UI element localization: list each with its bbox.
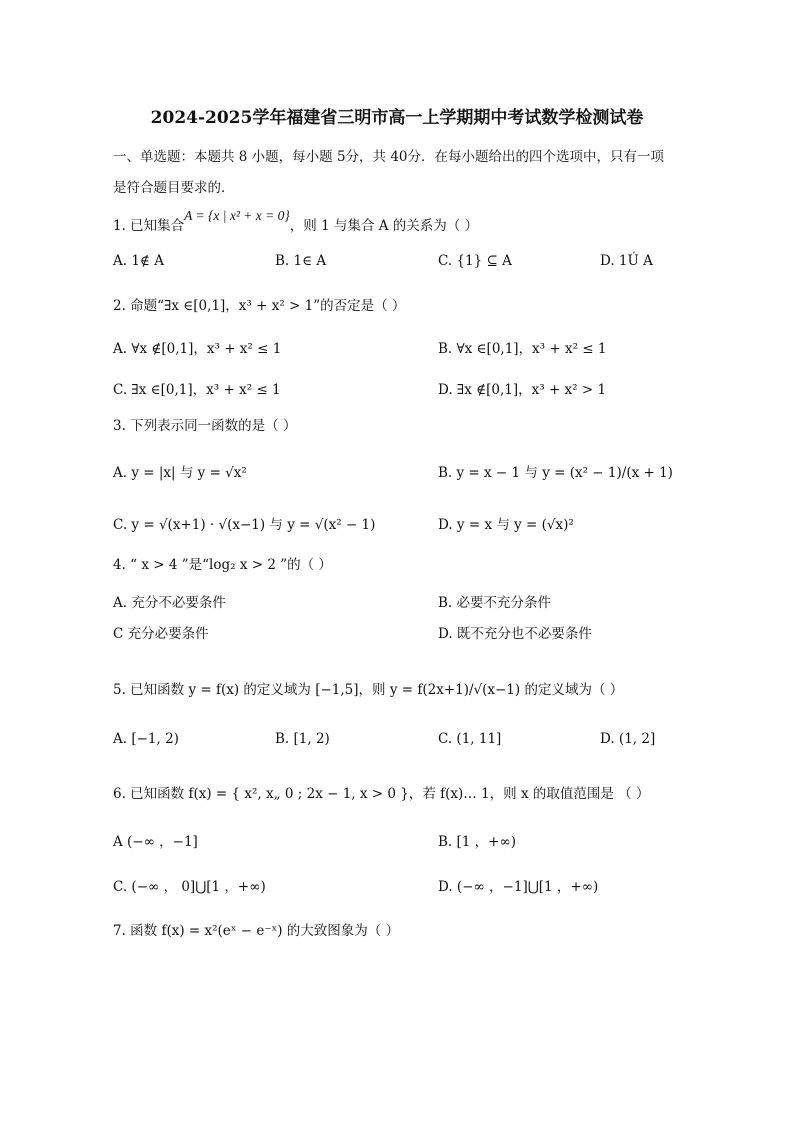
question-3-stem: 3. 下列表示同一函数的是（ ）: [113, 418, 297, 434]
question-1-option-b: B. 1∈ A: [275, 253, 327, 269]
question-4-stem: 4. “ x > 4 ”是“log₂ x > 2 ”的（ ）: [113, 557, 332, 573]
question-1-stem: 1. 已知集合A = {x | x² + x = 0}，则 1 与集合 A 的关系为（ ）: [113, 208, 479, 234]
question-3-option-d: D. y = x 与 y = (√x)²: [438, 517, 574, 533]
question-5-option-c: C. (1, 11]: [438, 731, 502, 747]
question-1-option-d: D. 1Ú A: [600, 253, 653, 269]
question-3-option-b: B. y = x − 1 与 y = (x² − 1)/(x + 1): [438, 465, 673, 481]
question-5-option-b: B. [1, 2): [275, 731, 330, 747]
question-1-option-c: C. {1} ⊆ A: [438, 253, 512, 269]
question-6-option-d: D. (−∞ ，−1]⋃[1 ，+∞): [438, 879, 599, 895]
question-4-option-b: B. 必要不充分条件: [438, 595, 552, 611]
question-2-option-c: C. ∃x ∈[0,1]，x³ + x² ≤ 1: [113, 382, 281, 398]
question-6-option-b: B. [1 ，+∞): [438, 834, 516, 850]
question-7-stem: 7. 函数 f(x) = x²(eˣ − e⁻ˣ) 的大致图象为（ ）: [113, 923, 400, 939]
question-5-option-a: A. [−1, 2): [113, 731, 179, 747]
question-3-option-a: A. y = |x| 与 y = √x²: [113, 465, 247, 481]
question-4-option-a: A. 充分不必要条件: [113, 595, 226, 611]
question-2-option-a: A. ∀x ∉[0,1]，x³ + x² ≤ 1: [113, 341, 282, 357]
question-4-option-d: D. 既不充分也不必要条件: [438, 626, 592, 642]
question-1-option-a: A. 1∉ A: [113, 253, 164, 269]
question-2-option-b: B. ∀x ∈[0,1]，x³ + x² ≤ 1: [438, 341, 607, 357]
question-5-stem: 5. 已知函数 y = f(x) 的定义域为 [−1,5]，则 y = f(2x+1)/√(x−1) 的定义域为（ ）: [113, 682, 624, 698]
section-header-line2: 是符合题目要求的．: [113, 180, 235, 196]
question-6-option-a: A (−∞ ，−1]: [113, 834, 198, 850]
question-2-option-d: D. ∃x ∉[0,1]，x³ + x² > 1: [438, 382, 607, 398]
question-5-option-d: D. (1, 2]: [600, 731, 656, 747]
question-6-option-c: C. (−∞ ， 0]⋃[1 ，+∞): [113, 879, 266, 895]
question-3-option-c: C. y = √(x+1) · √(x−1) 与 y = √(x² − 1): [113, 517, 376, 533]
question-6-stem: 6. 已知函数 f(x) = { x², x„ 0 ; 2x − 1, x > 0 }，若 f(x)… 1，则 x 的取值范围是 （ ）: [113, 786, 650, 802]
question-4-option-c: C 充分必要条件: [113, 626, 209, 642]
question-2-stem: 2. 命题“∃x ∈[0,1]，x³ + x² > 1”的否定是（ ）: [113, 298, 406, 314]
section-header-line1: 一、单选题：本题共 8 小题，每小题 5分，共 40分．在每小题给出的四个选项中，只有一项: [113, 149, 665, 165]
page-title: 2024-2025学年福建省三明市高一上学期期中考试数学检测试卷: [150, 108, 644, 128]
